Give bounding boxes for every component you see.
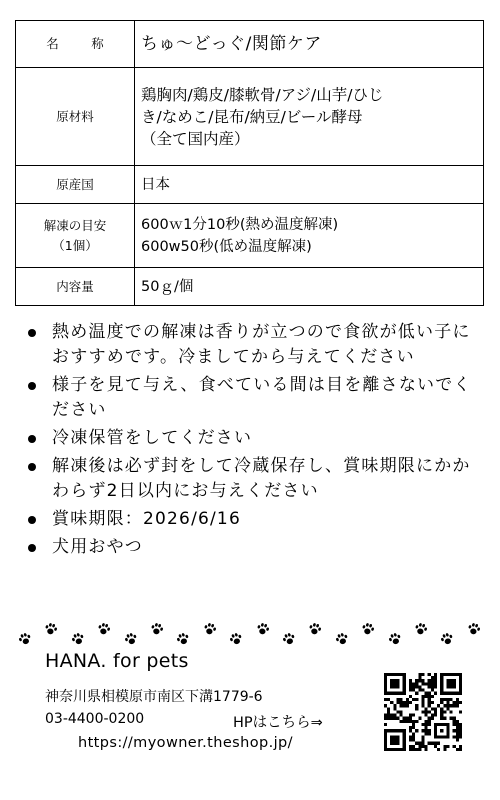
paw-print-icon: [307, 620, 324, 637]
bullet-icon: [28, 382, 36, 390]
header-name-text: 名 称: [46, 36, 114, 51]
note-text: 解凍後は必ず封をして冷蔵保存し、賞味期限にかかわらず2日以内にお与えください: [52, 456, 471, 501]
paw-print-icon: [280, 630, 298, 648]
paw-print-icon: [227, 630, 245, 648]
header-name: [16, 21, 135, 68]
paw-print-icon: [386, 630, 404, 648]
note-item: [26, 535, 486, 560]
notes-list: [26, 320, 486, 563]
paw-print-icon: [360, 620, 377, 637]
note-item: [26, 320, 486, 370]
header-ingredients: 原材料: [16, 68, 135, 166]
paw-print-icon: [465, 620, 482, 637]
table-row-content: [16, 268, 484, 306]
header-thaw: [16, 204, 135, 268]
homepage-url[interactable]: https://myowner.theshop.jp/: [78, 735, 293, 751]
table-row-ingredients: [16, 68, 484, 166]
ingredients-line-2: き/なめこ/昆布/納豆/ビール酵母: [141, 107, 363, 126]
address: 神奈川県相模原市南区下溝1779-6: [45, 689, 263, 705]
paw-print-icon: [333, 630, 351, 648]
header-origin: 原産国: [16, 166, 135, 204]
homepage-label: HPはこちら⇒: [233, 715, 323, 731]
brand-name: HANA. for pets: [45, 650, 189, 672]
note-text: 賞味期限：2026/6/16: [52, 509, 241, 529]
value-origin: 日本: [135, 166, 484, 204]
header-thaw-line-1: 解凍の目安: [43, 217, 107, 233]
paw-print-icon: [69, 630, 87, 648]
note-text: 熱め温度での解凍は香りが立つので食欲が低い子におすすめです。冷ましてから与えてください: [52, 322, 471, 367]
paw-print-icon: [122, 630, 140, 648]
paw-print-icon: [43, 620, 60, 637]
ingredients-line-1: 鶏胸肉/鶏皮/膝軟骨/アジ/山芋/ひじ: [141, 85, 384, 104]
paw-print-icon: [16, 630, 34, 648]
paw-print-icon: [174, 630, 192, 648]
note-text: 冷凍保管をしてください: [52, 428, 253, 448]
product-info-table: [15, 20, 484, 306]
bullet-icon: [28, 463, 36, 471]
ingredients-line-3: （全て国内産）: [141, 129, 250, 148]
paw-print-icon: [254, 620, 271, 637]
qr-code-icon[interactable]: [384, 673, 462, 751]
phone-number: 03-4400-0200: [45, 711, 145, 727]
note-text: 犬用おやつ: [52, 537, 143, 557]
paw-print-icon: [96, 620, 113, 637]
paw-print-icon: [201, 620, 218, 637]
note-item: [26, 454, 486, 504]
bullet-icon: [28, 435, 36, 443]
table-row-thaw: [16, 204, 484, 268]
thaw-line-2: 600w50秒(低め温度解凍): [141, 238, 312, 255]
value-name: ちゅ〜どっぐ/関節ケア: [135, 21, 484, 68]
paw-print-icon: [412, 620, 429, 637]
note-item: [26, 373, 486, 423]
thaw-line-1: 600ｗ1分10秒(熱め温度解凍): [141, 216, 339, 233]
bullet-icon: [28, 516, 36, 524]
table-row-origin: [16, 166, 484, 204]
bullet-icon: [28, 544, 36, 552]
paw-print-divider: [16, 620, 486, 650]
paw-print-icon: [438, 630, 456, 648]
value-thaw: [135, 204, 484, 268]
header-thaw-line-2: （1個）: [52, 237, 98, 253]
paw-print-icon: [148, 620, 165, 637]
value-content: 50ｇ/個: [135, 268, 484, 306]
note-text: 様子を見て与え、食べている間は目を離さないでください: [52, 375, 472, 420]
note-item: [26, 507, 486, 532]
note-item: [26, 426, 486, 451]
header-content: 内容量: [16, 268, 135, 306]
table-row-name: [16, 21, 484, 68]
value-ingredients: [135, 68, 484, 166]
bullet-icon: [28, 329, 36, 337]
